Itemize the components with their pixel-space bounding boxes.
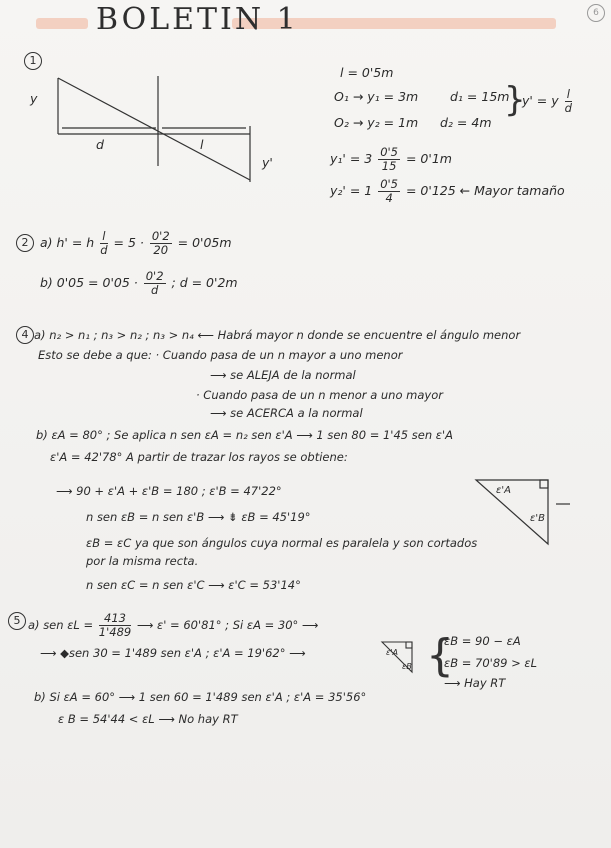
p5-line-1: a) sen εL = $\frac{413}{1'489}$ ⟶ ε' = 60'81° ; Si εA = 30° ⟶ [28,611,319,639]
problem-1-diagram [40,70,300,210]
p5-triangle-label-a: ε'A [386,648,398,657]
p4-line-12: n sen εC = n sen ε'C ⟶ ε'C = 53'14° [86,578,301,592]
p4-triangle-label-a: ε'A [496,485,511,496]
p5-line-4: ε B = 54'44 < εL ⟶ No hay RT [58,712,238,726]
diagram-label-y-prime: y' [262,155,273,170]
p4-line-6: b) εA = 80° ; Se aplica n sen εA = n₂ sen ε'A ⟶ 1 sen 80 = 1'45 sen ε'A [36,428,454,442]
p1-y2-result: y₂' = 1 $\frac{0'5}{4}$ = 0'125 ← Mayor tamaño [330,177,565,205]
p1-o2: O₂ → y₂ = 1m [334,115,419,130]
page-title: BOLETIN 1 [96,2,299,37]
diagram-label-l: l [200,137,204,152]
p4-line-8: ⟶ 90 + ε'A + ε'B = 180 ; ε'B = 47'22° [56,484,282,498]
p4-line-3: ⟶ se ALEJA de la normal [210,368,356,382]
problem-4-number: 4 [16,326,34,344]
p4-line-11: por la misma recta. [86,554,199,568]
p1-o1: O₁ → y₁ = 3m [334,89,419,104]
problem-1-number: 1 [24,52,42,70]
title-highlight-left [36,18,88,29]
p5-brace: { [426,630,454,681]
p1-formula: y' = y $\frac{l}{d}$ [522,87,572,115]
p5-line-2: ⟶ ◆sen 30 = 1'489 sen ε'A ; ε'A = 19'62° ⟶ [40,646,306,660]
p5-result-1: εB = 90 − εA [444,634,521,648]
diagram-label-y: y [30,91,38,106]
p1-d1: d₁ = 15m [450,89,510,104]
p4-line-10: εB = εC ya que son ángulos cuya normal es paralela y son cortados [86,536,478,550]
p2-a: a) h' = h $\frac{l}{d}$ = 5 · $\frac{0'2}{20}$ = 0'05m [40,229,232,257]
p1-y1-result: y₁' = 3 $\frac{0'5}{15}$ = 0'1m [330,145,452,173]
p5-line-3: b) Si εA = 60° ⟶ 1 sen 60 = 1'489 sen ε'A ; ε'A = 35'56° [34,690,367,704]
ray-1 [58,78,250,180]
problem-2-number: 2 [16,234,34,252]
p1-d2: d₂ = 4m [440,115,492,130]
p4-line-5: ⟶ se ACERCA a la normal [210,406,363,420]
p5-result-3: ⟶ Hay RT [444,676,506,690]
p4-triangle-label-b: ε'B [530,513,546,524]
problem-5-number: 5 [8,612,26,630]
diagram-label-d: d [96,137,104,152]
p4-line-9: n sen εB = n sen ε'B ⟶ ⇟ εB = 45'19° [86,510,311,524]
p5-result-2: εB = 70'89 > εL [444,656,538,670]
p4-line-4: · Cuando pasa de un n menor a uno mayor [196,388,443,402]
p2-b: b) 0'05 = 0'05 · $\frac{0'2}{d}$ ; d = 0'2m [40,269,238,297]
p4-triangle-diagram [470,474,570,554]
p4-line-1: a) n₂ > n₁ ; n₃ > n₂ ; n₃ > n₄ ⟵ Habrá mayor n donde se encuentre el ángulo menor [34,328,521,342]
page-number-badge: 6 [587,4,605,22]
p4-line-7: ε'A = 42'78° A partir de trazar los rayos se obtiene: [50,450,348,464]
p1-brace: } [504,80,526,120]
p1-l: l = 0'5m [340,65,394,80]
p4-line-2: Esto se debe a que: · Cuando pasa de un n mayor a uno menor [38,348,403,362]
p5-triangle-label-b: εB [402,662,412,671]
